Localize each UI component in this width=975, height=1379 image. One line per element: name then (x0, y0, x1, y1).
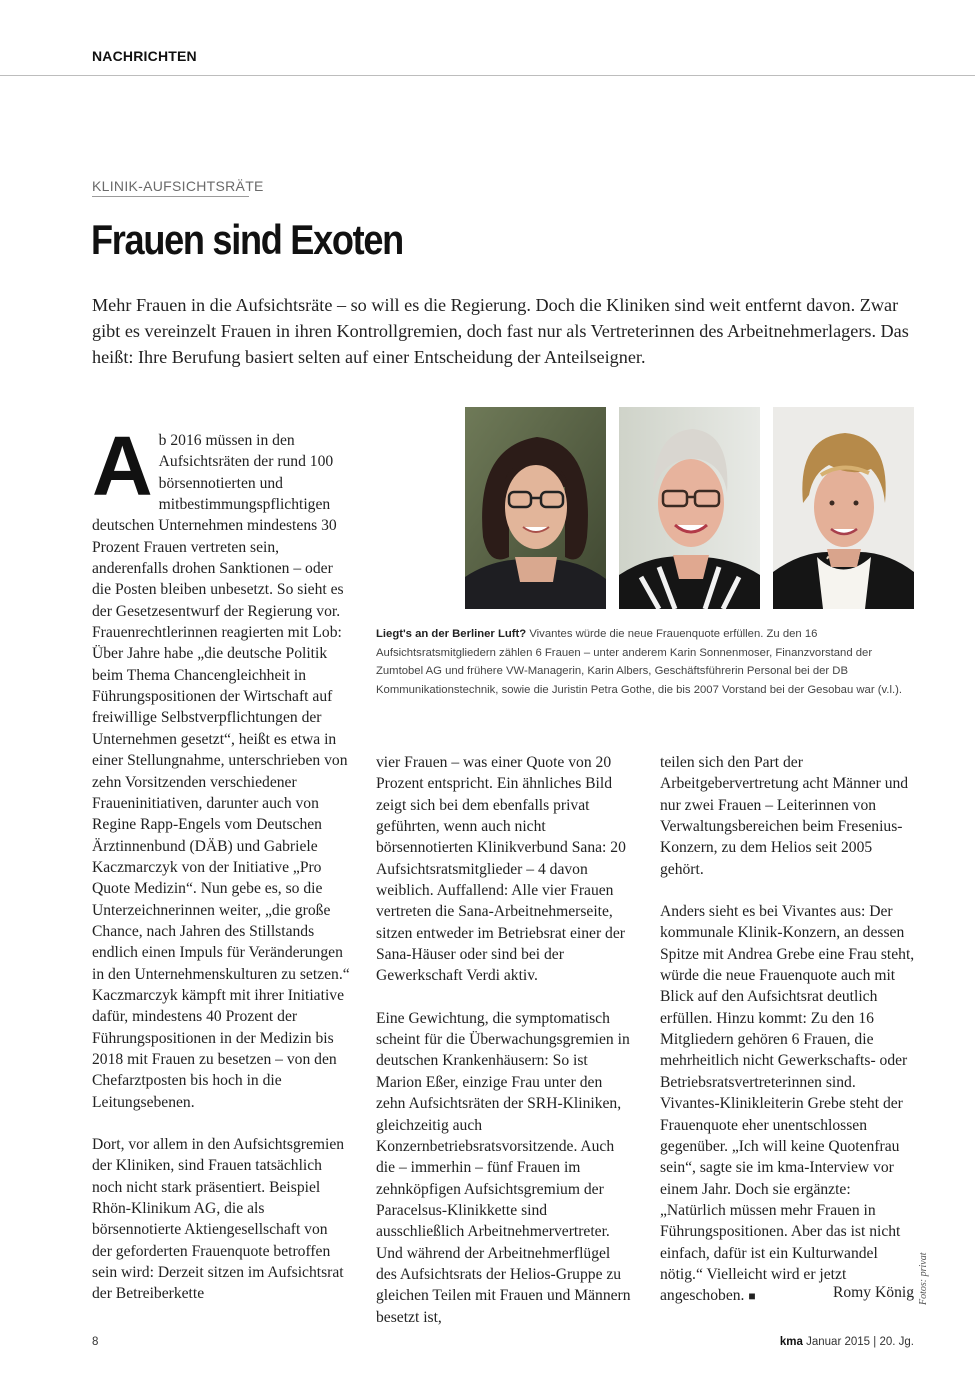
photo-credit (918, 1245, 932, 1305)
caption-title: Liegt's an der Berliner Luft? (376, 628, 527, 640)
kicker-underline (92, 196, 249, 197)
footer-separator: | (873, 1336, 877, 1348)
magazine-brand: kma (779, 1336, 803, 1348)
paragraph-final (660, 901, 916, 1308)
text-column-2 (376, 752, 632, 1328)
paragraph: vier Frauen – was einer Quote von 20 Prozent entspricht. Ein ähnliches Bild zeigt sich bei dem ebenfalls privat geführten, wenn auch nicht börsennotierten Klinikverbund Sana: 20 Aufsichtsratsmitglieder – 4 davon weiblich. Auffallend: Alle vier Frauen vertreten die Sana-Arbeitnehmerseite, sitzen entweder im Betriebsrat einer der Sana-Häuser oder sind bei der Gewerkschaft Verdi aktiv. (376, 754, 626, 985)
text-column-3 (660, 752, 916, 1308)
paragraph: Eine Gewichtung, die symptomatisch scheint für die Überwachungsgremien in deutschen Krankenhäusern: So ist Marion Eßer, einzige Frau unter den zehn Aufsichtsräten der SRH-Kliniken, gleichzeitig auch Konzernbetriebsratsvorsitzende. Auch die – immerhin – fünf Frauen im zehnköpfigen Aufsichtsgremium der Paracelsus-Klinikkette sind ausschließlich Arbeitnehmervertreter. Und während der Arbeitnehmerflügel des Aufsichtsrats der Helios-Gruppe zu gleichen Teilen mit Frauen und Männern besetzt ist, (376, 1009, 631, 1326)
portrait-photo-karin-albers (619, 407, 760, 609)
portrait-photo-karin-sonnenmoser (465, 407, 606, 609)
footer-issue-info (780, 1336, 914, 1348)
article-lead: Mehr Frauen in die Aufsichtsräte – so will es die Regierung. Doch die Kliniken sind weit entfernt davon. Zwar gibt es vereinzelt Frauen in ihren Kontrollgremien, doch fast nur als Vertreterinnen des Arbeitnehmerlagers. Das heißt: Ihre Berufung basiert selten auf einer Entscheidung der Anteilseigner. (92, 295, 909, 367)
article-kicker: KLINIK-AUFSICHTSRÄTE (92, 178, 264, 194)
photo-credit-text: Fotos: privat (918, 1252, 929, 1305)
volume-number: 20. Jg. (879, 1336, 914, 1348)
drop-cap: A (92, 419, 153, 513)
page-number: 8 (92, 1336, 99, 1348)
paragraph-final-text: Anders sieht es bei Vivantes aus: Der kommunale Klinik-Konzern, an dessen Spitze mit Andrea Grebe eine Frau steht, würde die neue Frauenquote auch mit Blick auf den Aufsichtsrat deutlich erfüllen. Hinzu kommt: Zu den 16 Mitgliedern gehören 6 Frauen, die mehrheitlich nicht Gewerkschafts- oder Betriebsratsvertreterinnen sind. Vivantes-Klinikleiterin Grebe steht der Frauenquote eher unentschlossen gegenüber. „Ich will keine Quotenfrau sein“, sagte sie im kma-Interview vor einem Jahr. Doch sie ergänzte: „Natürlich müssen mehr Frauen in Führungspositionen. Aber das ist nicht einfach, dafür ist ein Kulturwandel nötig.“ Vielleicht wird er jetzt angeschoben. (660, 903, 915, 1305)
paragraph-intro-text: b 2016 müssen in den Aufsichtsräten der rund 100 börsennotierten und mitbestimmungspflichtigen deutschen Unternehmen mindestens 30 Prozent Frauen vertreten sein, anderenfalls drohen Sanktionen – oder die Posten bleiben unbesetzt. So sieht es der Gesetzesentwurf der Regierung vor. Frauenrechtlerinnen reagierten mit Lob: Über Jahre habe „die deutsche Politik beim Thema Chancengleichheit in Führungspositionen der Wirtschaft auf freiwillige Selbstverpflichtungen der Unternehmen gesetzt“, heißt es etwa in einer Stellungnahme, unterschrieben von zehn Vorsitzenden verschiedener Fraueninitiativen, darunter auch von Regine Rapp-Engels vom Deutschen Ärztinnenbund (DÄB) und Gabriele Kaczmarczyk von der Initiative „Pro Quote Medizin“. Nun gebe es, so die Unterzeichnerinnen weiter, „die große Chance, nach Jahren des Stillstands endlich einen Impuls für Veränderungen in den Unternehmenskulturen zu setzen.“ Kaczmarczyk kämpft mit ihrer Initiative dafür, mindestens 40 Prozent der Führungspositionen in der Medizin bis 2018 mit Frauen zu besetzen – von den Chefarztposten bis hoch in die Leitungsebenen. (92, 432, 350, 1111)
caption-text: Vivantes würde die neue Frauenquote erfüllen. Zu den 16 Aufsichtsratsmitgliedern zählen 6 Frauen – unter anderem Karin Sonnenmoser, Finanzvorstand der Zumtobel AG und frühere VW-Managerin, Karin Albers, Geschäftsführerin Personal bei der DB Kommunikationstechnik, sowie die Juristin Petra Gothe, die bis 2007 Vorstand bei der Gesobau war (v.l.). (376, 628, 902, 696)
paragraph: teilen sich den Part der Arbeitgebervertretung acht Männer und nur zwei Frauen – Leiterinnen von Verwaltungsbereichen beim Fresenius-Konzern, zu dem Helios seit 2005 gehört. (660, 754, 909, 878)
issue-date: Januar 2015 (806, 1336, 871, 1348)
end-mark-icon: ■ (748, 1289, 756, 1304)
text-column-1 (92, 419, 350, 1305)
header-divider (0, 75, 975, 76)
photo-caption (376, 625, 921, 699)
paragraph-intro (92, 419, 350, 1113)
paragraph: Dort, vor allem in den Aufsichtsgremien der Kliniken, sind Frauen tatsächlich noch nicht stark präsentiert. Beispiel Rhön-Klinikum AG, die als börsennotierte Aktiengesellschaft von der geforderten Frauenquote betroffen sein wird: Derzeit sitzen im Aufsichtsrat der Betreiberkette (92, 1136, 345, 1303)
article-headline: Frauen sind Exoten (91, 216, 403, 263)
author-byline: Romy König (832, 1284, 914, 1301)
portrait-photo-petra-gothe (773, 407, 914, 609)
section-label: NACHRICHTEN (92, 48, 197, 64)
